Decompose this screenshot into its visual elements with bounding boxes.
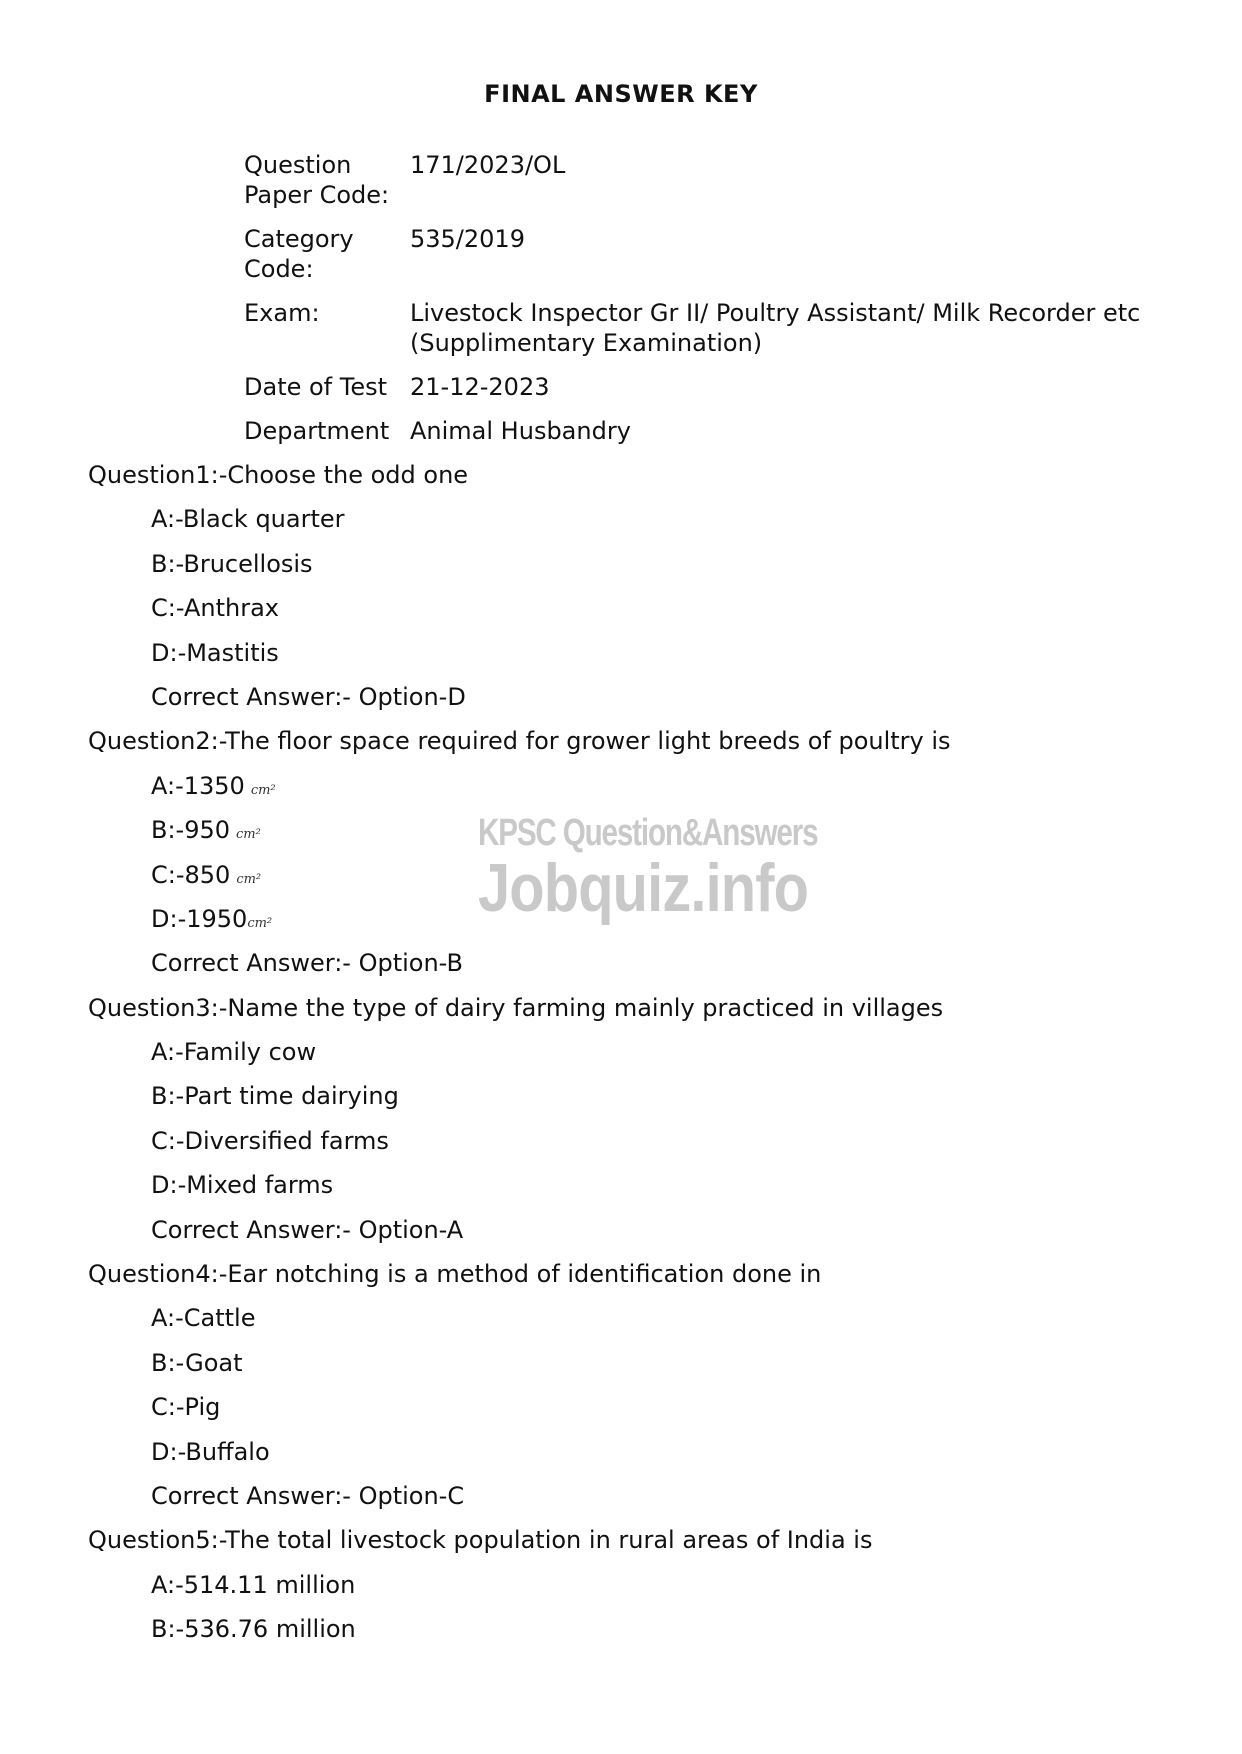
option [88, 904, 1188, 948]
meta-label: Exam: [244, 299, 320, 327]
option: A:-Cattle [151, 1304, 256, 1333]
unit-label: cm² [250, 782, 276, 798]
meta-value: 171/2023/OL [410, 151, 566, 179]
option: C:-Diversified farms [151, 1126, 389, 1155]
option: A:-514.11 million [151, 1570, 356, 1599]
meta-value: Animal Husbandry [410, 417, 631, 445]
option: A:-Family cow [151, 1038, 317, 1067]
meta-value: 21-12-2023 [410, 373, 550, 401]
option [88, 860, 1188, 904]
option-text: A:-1350 [151, 771, 245, 800]
option: B:-536.76 million [151, 1615, 356, 1644]
option-text: C:-850 [151, 860, 231, 889]
question-text: Question5:-The total livestock population in rural areas of India is [88, 1526, 873, 1555]
option: B:-Brucellosis [151, 549, 313, 578]
option: D:-Mixed farms [151, 1171, 334, 1200]
meta-label: Department [244, 417, 390, 445]
correct-answer: Correct Answer:- Option-C [151, 1481, 465, 1510]
question-text: Question2:-The floor space required for grower light breeds of poultry is [88, 727, 951, 756]
watermark-line-2: Jobquiz.info [478, 850, 809, 926]
correct-answer: Correct Answer:- Option-D [151, 682, 466, 711]
question-text: Question3:-Name the type of dairy farming mainly practiced in villages [88, 993, 944, 1022]
question-list [88, 460, 1188, 1659]
meta-row-date-of-test [244, 372, 1144, 402]
option [88, 771, 1188, 815]
meta-label: Date of Test [244, 373, 388, 401]
option-text: B:-950 [151, 816, 231, 845]
option: B:-Part time dairying [151, 1082, 399, 1111]
option: A:-Black quarter [151, 505, 345, 534]
unit-label: cm² [236, 871, 262, 887]
option: D:-Mastitis [151, 638, 279, 667]
meta-row-department [244, 416, 1144, 446]
meta-value: Livestock Inspector Gr II/ Poultry Assistant/ Milk Recorder etc (Supplimentary Examination) [410, 299, 1141, 357]
unit-label: cm² [247, 915, 273, 931]
option: C:-Pig [151, 1393, 221, 1422]
meta-value: 535/2019 [410, 225, 525, 253]
option [88, 815, 1188, 859]
meta-label: Category Code: [244, 225, 354, 283]
question-text: Question1:-Choose the odd one [88, 461, 469, 489]
meta-row-exam [244, 298, 1144, 358]
meta-label: Question Paper Code: [244, 151, 390, 209]
watermark-line-1: KPSC Question&Answers [478, 812, 818, 854]
option-text: D:-1950 [151, 904, 248, 933]
page-title: FINAL ANSWER KEY [484, 80, 758, 108]
option: D:-Buffalo [151, 1437, 270, 1466]
option: B:-Goat [151, 1348, 243, 1377]
paper-meta-table [244, 150, 1144, 460]
question-text: Question4:-Ear notching is a method of identification done in [88, 1260, 822, 1289]
correct-answer: Correct Answer:- Option-A [151, 1215, 464, 1244]
correct-answer: Correct Answer:- Option-B [151, 949, 463, 978]
unit-label: cm² [236, 827, 261, 843]
meta-row-category-code [244, 224, 1144, 284]
meta-row-paper-code [244, 150, 1144, 210]
option: C:-Anthrax [151, 594, 280, 623]
